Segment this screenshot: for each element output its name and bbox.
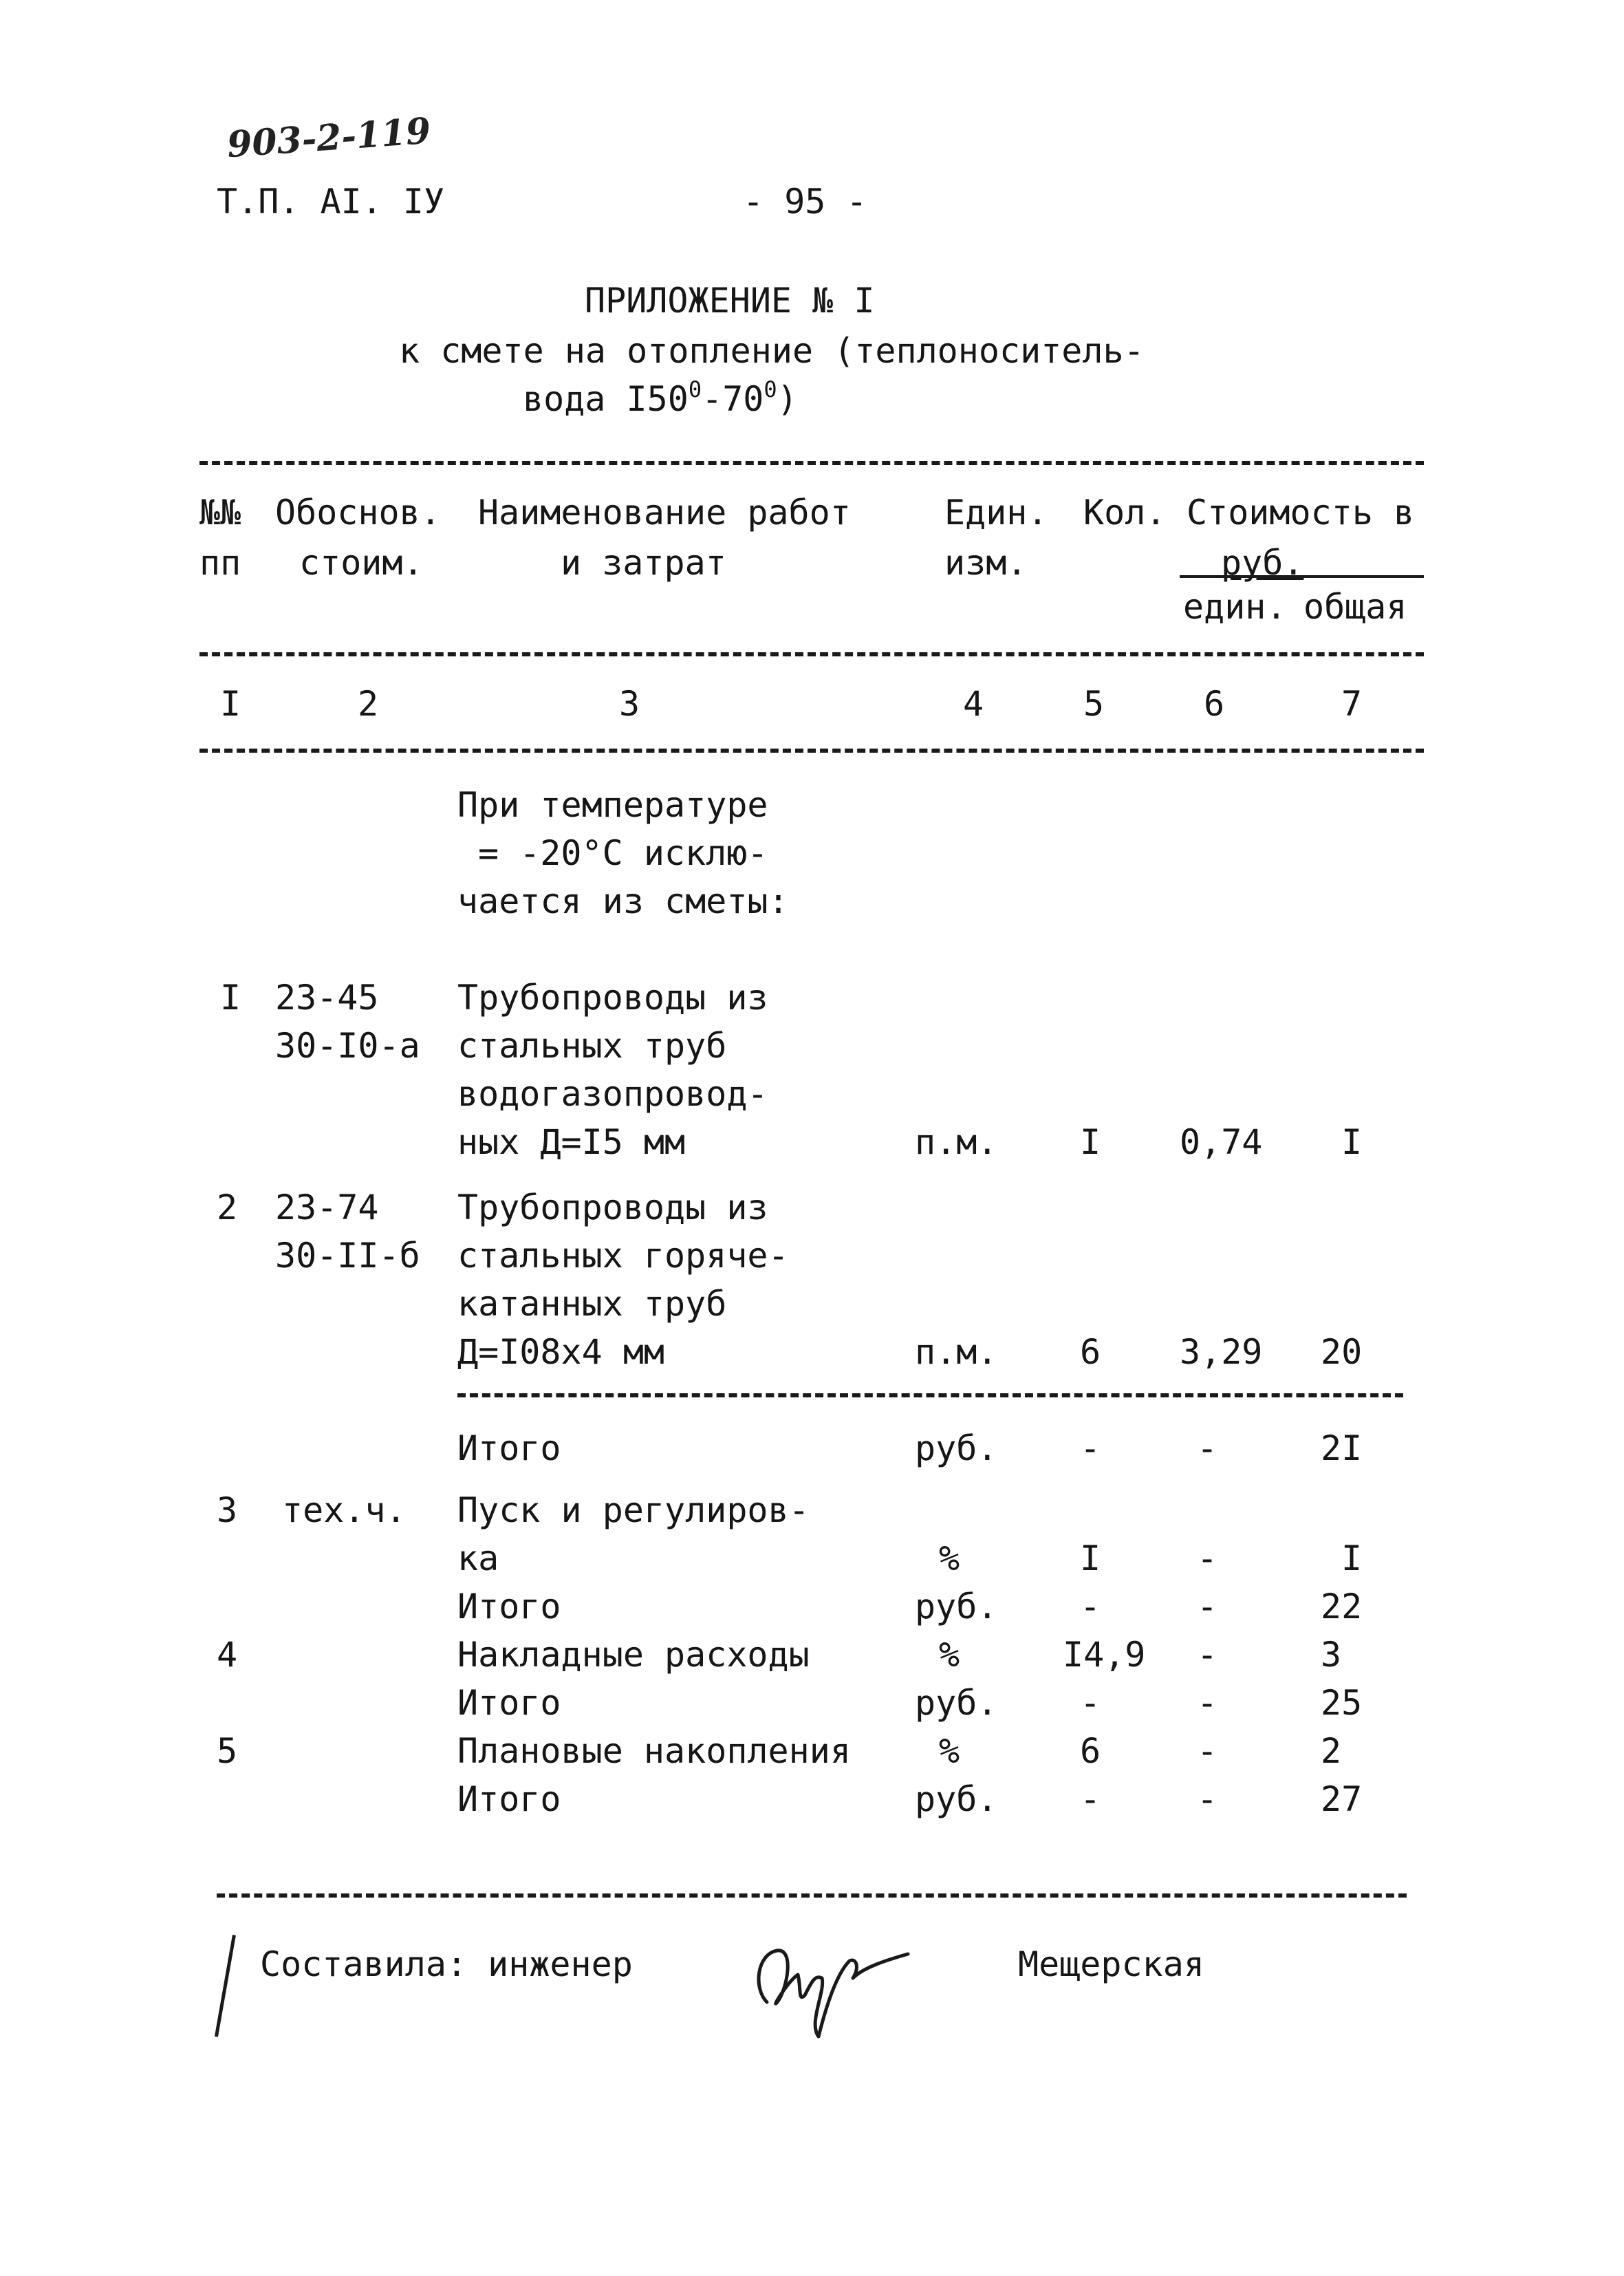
compiler-name: Мещерская — [1018, 1944, 1204, 1984]
total5-cost-unit: - — [1197, 1779, 1218, 1819]
header-cost-total: общая — [1303, 587, 1407, 627]
colnum-7: 7 — [1341, 684, 1363, 724]
appendix-title: ПРИЛОЖЕНИЕ № I — [585, 281, 875, 321]
total5-qty: - — [1080, 1779, 1101, 1819]
header-unit-2: изм. — [944, 543, 1028, 583]
header-basis-1: Обоснов. — [275, 493, 441, 533]
row3-cost-unit: - — [1197, 1538, 1218, 1578]
header-cost-unit: един. — [1183, 587, 1287, 627]
header-cost-underline — [1180, 575, 1424, 578]
row2-unit: п.м. — [915, 1332, 998, 1372]
row1-name-1: Трубопроводы из — [457, 978, 768, 1018]
subtotal-cost-unit: - — [1197, 1428, 1218, 1468]
row1-unit: п.м. — [915, 1122, 998, 1162]
intro-line-2: = -20°С исклю- — [478, 833, 768, 873]
colnum-6: 6 — [1204, 684, 1225, 724]
row1-name-3: водогазопровод- — [457, 1074, 768, 1114]
total3-name: Итого — [457, 1587, 561, 1627]
row4-qty: I4,9 — [1063, 1635, 1146, 1675]
row5-name: Плановые накопления — [457, 1731, 851, 1771]
row3-name-2: ка — [457, 1538, 499, 1578]
row5-qty: 6 — [1080, 1731, 1101, 1771]
header-name-1: Наименование работ — [478, 493, 851, 533]
colnum-bottom-rule — [199, 749, 1424, 753]
row4-num: 4 — [217, 1635, 238, 1675]
row5-unit: % — [939, 1731, 960, 1771]
header-num-1: №№ — [199, 493, 241, 533]
total3-qty: - — [1080, 1587, 1101, 1627]
handwritten-code: 903-2-119 — [226, 109, 433, 167]
row4-name: Накладные расходы — [457, 1635, 810, 1675]
header-bottom-rule — [199, 652, 1424, 656]
row2-name-3: катанных труб — [457, 1284, 727, 1324]
subtotal-unit: руб. — [915, 1428, 998, 1468]
total5-name: Итого — [457, 1779, 561, 1819]
header-top-rule — [199, 461, 1424, 465]
subtotal-qty: - — [1080, 1428, 1101, 1468]
row3-unit: % — [939, 1538, 960, 1578]
total4-cost-total: 25 — [1321, 1683, 1363, 1723]
row2-name-4: Д=I08х4 мм — [457, 1332, 665, 1372]
row1-cost-unit: 0,74 — [1180, 1122, 1263, 1162]
intro-line-1: При температуре — [457, 785, 768, 825]
row2-name-1: Трубопроводы из — [457, 1188, 768, 1227]
appendix-subtitle: к смете на отопление (теплоноситель- — [399, 331, 1145, 371]
row2-cost-total: 20 — [1321, 1332, 1363, 1372]
appendix-subtitle-line3: вода $I50^0-70^0$) — [523, 376, 798, 419]
colnum-2: 2 — [358, 684, 379, 724]
header-qty: Кол. — [1083, 493, 1167, 533]
row4-cost-unit: - — [1197, 1635, 1218, 1675]
total4-qty: - — [1080, 1683, 1101, 1723]
colnum-3: 3 — [619, 684, 640, 724]
header-name-2: и затрат — [561, 543, 726, 583]
header-num-2: пп — [199, 543, 241, 583]
series-code: Т.П. АI. IУ — [217, 182, 445, 222]
row2-name-2: стальных горяче- — [457, 1236, 789, 1276]
page-number: - 95 - — [743, 182, 867, 222]
row4-unit: % — [939, 1635, 960, 1675]
row5-cost-total: 2 — [1321, 1731, 1342, 1771]
row2-basis-2: 30-II-б — [275, 1236, 420, 1276]
total4-unit: руб. — [915, 1683, 998, 1723]
footer-slash — [215, 1935, 236, 2037]
row3-cost-total: I — [1341, 1538, 1363, 1578]
subtotal-rule — [457, 1393, 1403, 1397]
header-basis-2: стоим. — [299, 543, 424, 583]
header-cost-1: Стоимость в — [1187, 493, 1415, 533]
row3-name-1: Пуск и регулиров- — [457, 1490, 810, 1530]
subtotal-name: Итого — [457, 1428, 561, 1468]
total3-cost-unit: - — [1197, 1587, 1218, 1627]
total5-unit: руб. — [915, 1779, 998, 1819]
footer-rule — [217, 1893, 1407, 1898]
row3-qty: I — [1080, 1538, 1101, 1578]
row2-basis-1: 23-74 — [275, 1188, 379, 1227]
row2-qty: 6 — [1080, 1332, 1101, 1372]
row4-cost-total: 3 — [1321, 1635, 1342, 1675]
total5-cost-total: 27 — [1321, 1779, 1363, 1819]
colnum-5: 5 — [1083, 684, 1105, 724]
row3-num: 3 — [217, 1490, 238, 1530]
row1-name-2: стальных труб — [457, 1026, 727, 1066]
row3-basis: тех.ч. — [282, 1490, 407, 1530]
header-cost-2: руб. — [1221, 543, 1304, 583]
row1-basis-1: 23-45 — [275, 978, 379, 1018]
intro-line-3: чается из сметы: — [457, 881, 789, 921]
signature — [739, 1926, 911, 2043]
row1-cost-total: I — [1341, 1122, 1363, 1162]
row2-cost-unit: 3,29 — [1180, 1332, 1263, 1372]
row5-cost-unit: - — [1197, 1731, 1218, 1771]
row1-name-4: ных Д=I5 мм — [457, 1122, 686, 1162]
row5-num: 5 — [217, 1731, 238, 1771]
row1-basis-2: 30-I0-а — [275, 1026, 420, 1066]
row2-num: 2 — [217, 1188, 238, 1227]
compiled-by-label: Составила: инженер — [260, 1944, 633, 1984]
total4-name: Итого — [457, 1683, 561, 1723]
colnum-4: 4 — [963, 684, 984, 724]
colnum-1: I — [220, 684, 241, 724]
row1-qty: I — [1080, 1122, 1101, 1162]
subtotal-cost-total: 2I — [1321, 1428, 1363, 1468]
total3-cost-total: 22 — [1321, 1587, 1363, 1627]
total3-unit: руб. — [915, 1587, 998, 1627]
header-unit-1: Един. — [944, 493, 1048, 533]
total4-cost-unit: - — [1197, 1683, 1218, 1723]
row1-num: I — [220, 978, 241, 1018]
